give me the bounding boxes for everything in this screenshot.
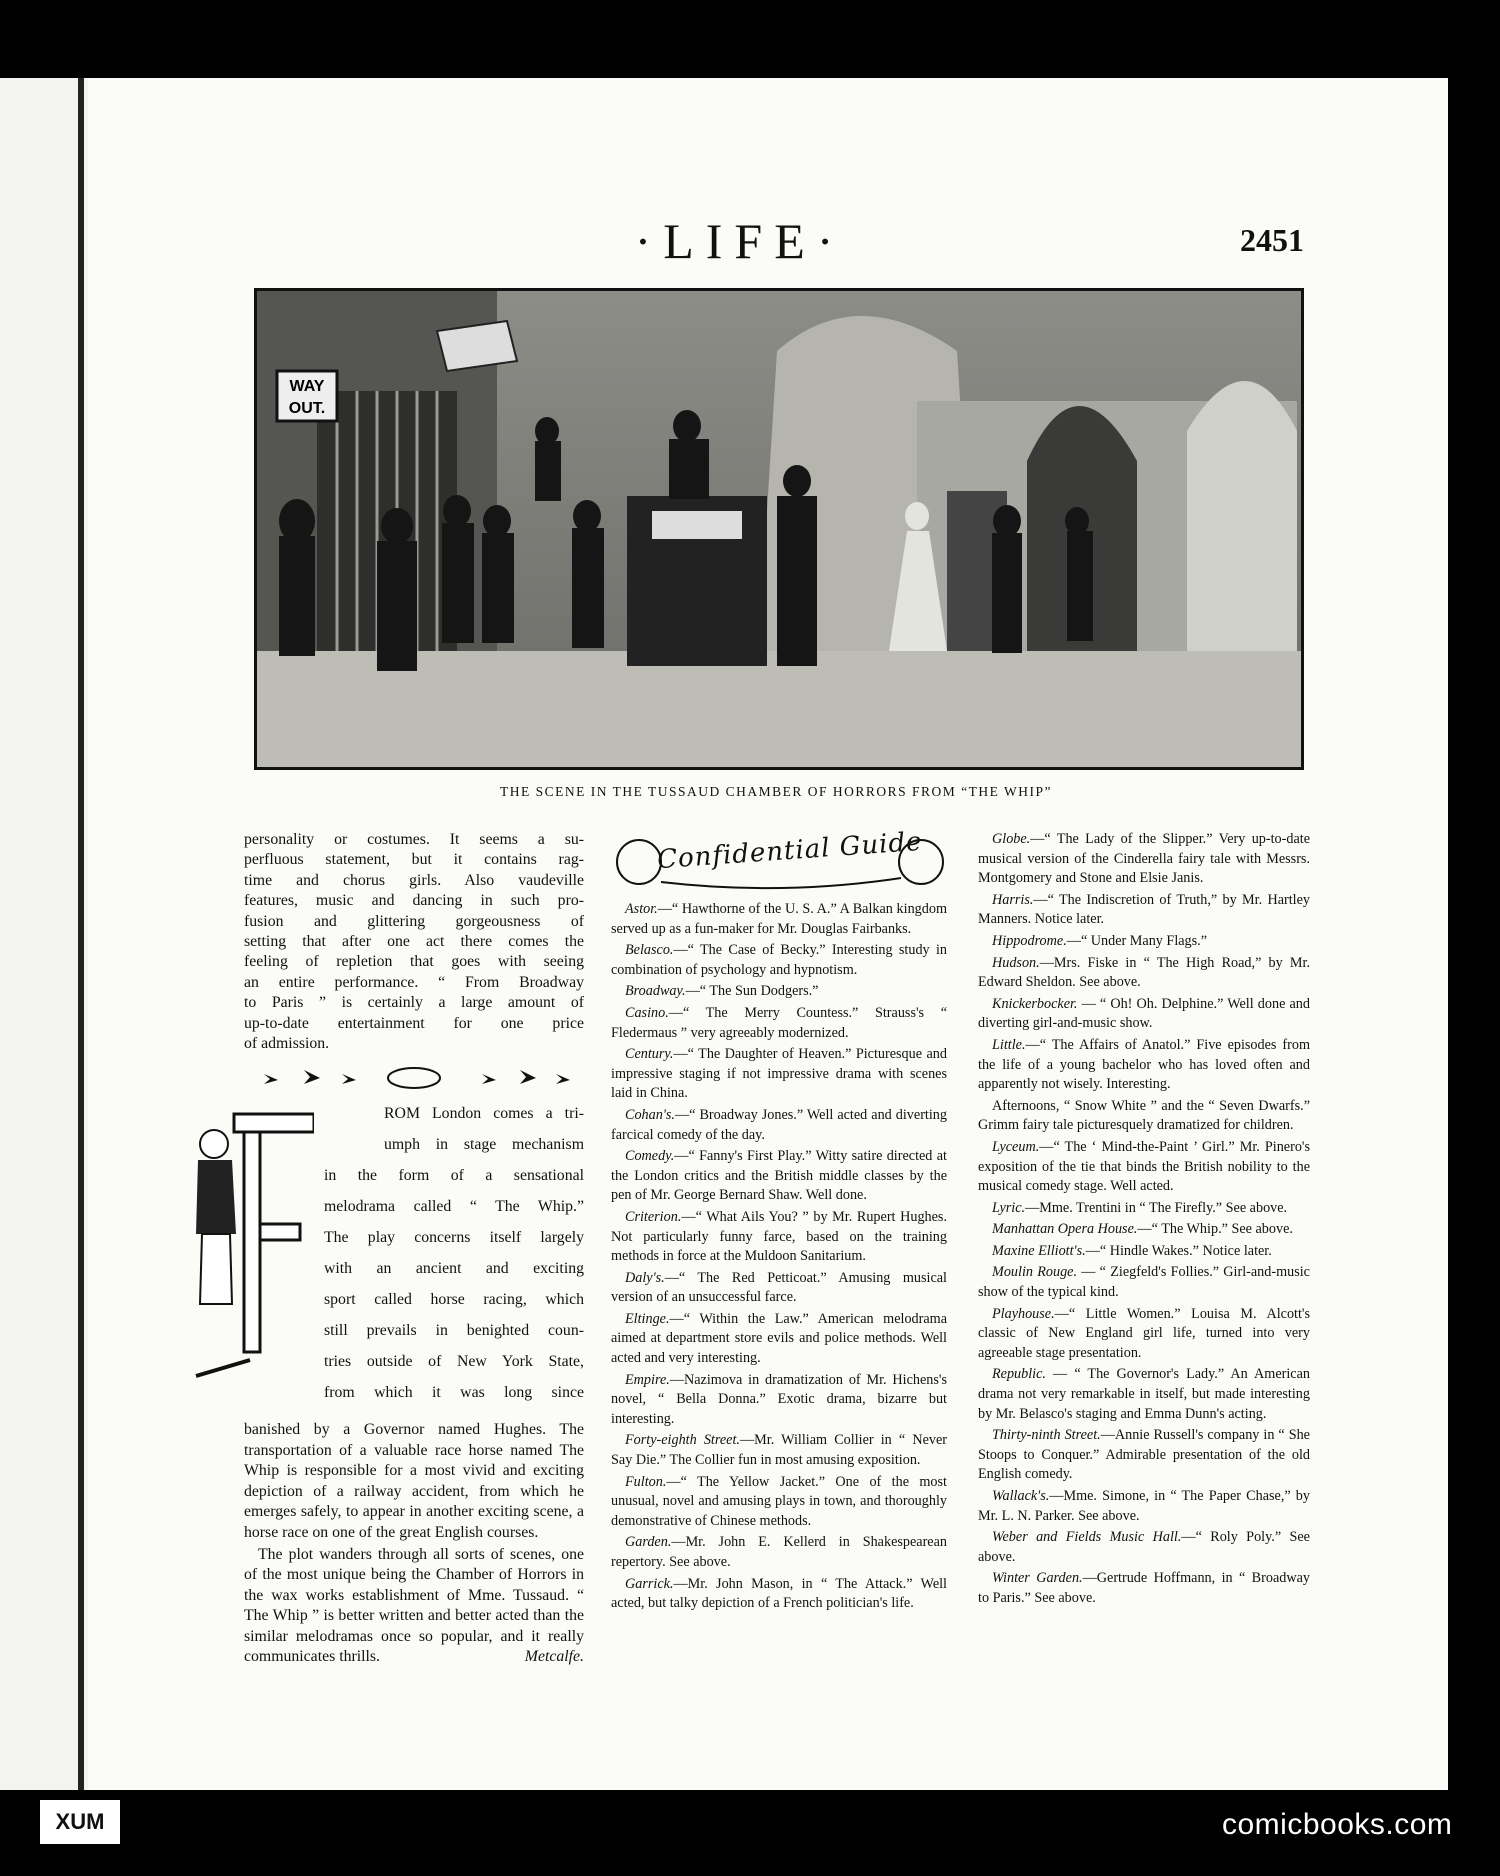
guide-venue: Eltinge.	[625, 1310, 670, 1327]
guide-venue: Casino.	[625, 1004, 669, 1021]
guide-venue: Harris.	[992, 891, 1034, 908]
watermark: comicbooks.com	[1222, 1808, 1453, 1841]
guide-venue: Winter Garden.	[992, 1570, 1083, 1587]
author-signature: Metcalfe.	[524, 1647, 584, 1665]
drop-cap-illustration	[184, 1104, 314, 1420]
gutter	[0, 78, 88, 1790]
article-line: features, music and dancing in such pro-	[244, 892, 584, 910]
guide-entry	[978, 954, 1310, 993]
article-line: setting that after one act there comes the	[244, 933, 584, 951]
guide-description: —“ The Affairs of Anatol.” Five episodes from the life of a young bachelor who has loved often and apparently not wisely. Interesting.	[978, 1036, 1310, 1093]
guide-description: —“ The Case of Becky.” Interesting study in combination of psychology and hypnotism.	[611, 942, 947, 978]
guide-venue: Forty-eighth Street.	[625, 1432, 740, 1449]
guide-description: —Nazimova in dramatization of Mr. Hichens's novel, “ Bella Donna.” Exotic drama, bizarre but interesting.	[611, 1371, 947, 1427]
guide-description: —“ The Yellow Jacket.” One of the most unusual, novel and amusing plays in town, and thoroughly demonstrative of Chinese methods.	[611, 1473, 947, 1529]
guide-description: —“ Fanny's First Play.” Witty satire directed at the London critics and the British middle classes by the pen of Mr. George Bernard Shaw. Well done.	[611, 1148, 947, 1204]
guide-entry	[611, 1269, 947, 1308]
guide-description: —Gertrude Hoffmann, in “ Broadway to Paris.” See above.	[978, 1570, 1310, 1606]
guide-venue: Playhouse.	[992, 1305, 1055, 1322]
guide-entry	[611, 1473, 947, 1532]
drop-cap-line: tries outside of New York State,	[324, 1353, 584, 1371]
guide-description: —“ Under Many Flags.”	[1066, 932, 1208, 949]
guide-venue: Manhattan Opera House.	[992, 1221, 1138, 1238]
guide-entry	[978, 1138, 1310, 1197]
guide-description: —“ The Indiscretion of Truth,” by Mr. Hartley Manners. Notice later.	[978, 891, 1310, 928]
guide-description: —Mr. John Mason, in “ The Attack.” Well acted, but talky depiction of a French politician's life.	[611, 1575, 947, 1612]
guide-venue: Century.	[625, 1046, 674, 1063]
drop-cap-line: umph in stage mechanism	[384, 1136, 584, 1154]
guide-description: —“ Within the Law.” American melodrama aimed at department store evils and police methods. Well acted and very interesting.	[611, 1310, 947, 1367]
guide-venue: Comedy.	[625, 1148, 675, 1165]
drop-cap-line: The play concerns itself largely	[324, 1229, 584, 1247]
article-line: to Paris ” is certainly a large amount of	[244, 994, 584, 1012]
guide-entry	[978, 1569, 1310, 1608]
guide-entry	[611, 982, 947, 1002]
guide-description: —Annie Russell's company in “ She Stoops to Conquer.” Admirable presentation of the old English comedy.	[978, 1427, 1310, 1483]
article-paragraph-3	[244, 1545, 584, 1667]
guide-venue: Little.	[992, 1036, 1026, 1053]
guide-venue: Knickerbocker.	[992, 995, 1078, 1012]
guide-description: —Mme. Trentini in “ The Firefly.” See above.	[1025, 1199, 1288, 1216]
guide-entry	[611, 1106, 947, 1145]
guide-description: — “ Oh! Oh. Delphine.” Well done and diverting girl-and-music show.	[978, 995, 1310, 1032]
guide-entry	[978, 830, 1310, 889]
guide-description: —“ The Sun Dodgers.”	[685, 983, 819, 1000]
guide-description: —“ The ‘ Mind-the-Paint ’ Girl.” Mr. Pinero's exposition of the tie that binds the British nobility to the musical comedy stage. Well acted.	[978, 1138, 1310, 1195]
drop-cap-line: still prevails in benighted coun-	[324, 1322, 584, 1340]
guide-description: —“ The Daughter of Heaven.” Picturesque and impressive staging if not impressive drama with scenes laid in China.	[611, 1046, 947, 1102]
guide-description: —Mr. John E. Kellerd in Shakespearean repertory. See above.	[611, 1534, 947, 1570]
guide-description: —“ The Lady of the Slipper.” Very up-to-date musical version of the Cinderella fairy tale with Messrs. Montgomery and Stone and Elsie Janis.	[978, 831, 1310, 887]
guide-entry	[978, 1305, 1310, 1364]
guide-description: —“ What Ails You? ” by Mr. Rupert Hughes. Not particularly funny farce, based on the training methods in force at the Muldoon Sanitarium.	[611, 1208, 947, 1265]
guide-entry	[611, 1371, 947, 1430]
guide-venue: Hippodrome.	[992, 932, 1067, 949]
guide-entry	[978, 1263, 1310, 1302]
guide-venue: Cohan's.	[625, 1106, 675, 1123]
spine-line	[78, 78, 84, 1790]
guide-entry	[611, 1004, 947, 1043]
guide-description: —“ Broadway Jones.” Well acted and diverting farcical comedy of the day.	[611, 1106, 947, 1143]
guide-venue: Thirty-ninth Street.	[992, 1427, 1101, 1444]
guide-description: —Mr. William Collier in “ Never Say Die.” The Collier fun in most amusing exposition.	[611, 1432, 947, 1469]
paragraph-3-text: The plot wanders through all sorts of scenes, one of the most unique being the Chamber of Horrors in the wax works establishment of Mme. Tussaud. “ The Whip ” is better written and better acted than the similar melodramas once so popular, and it really communicates thrills.	[244, 1545, 584, 1665]
article-column	[244, 830, 584, 1669]
guide-venue: Lyric.	[992, 1199, 1026, 1216]
drop-cap-line: from which it was long since	[324, 1384, 584, 1402]
guide-description: —“ Roly Poly.” See above.	[978, 1529, 1310, 1565]
drop-cap-line: in the form of a sensational	[324, 1167, 584, 1185]
guide-entry	[611, 1575, 947, 1614]
guide-description: —“ Little Women.” Louisa M. Alcott's classic of New England girl life, turned into very agreeable stage presentation.	[978, 1305, 1310, 1361]
photo-caption: THE SCENE IN THE TUSSAUD CHAMBER OF HORRORS FROM “THE WHIP”	[499, 784, 1053, 799]
guide-description: —“ The Merry Countess.” Strauss's “ Fledermaus ” very agreeably modernized.	[611, 1004, 947, 1041]
guide-venue: Astor.	[625, 901, 658, 917]
guide-entry	[978, 1487, 1310, 1526]
guide-venue: Republic.	[992, 1366, 1046, 1383]
article-line: an entire performance. “ From Broadway	[244, 973, 584, 991]
guide-entry	[978, 1426, 1310, 1485]
guide-description: —“ The Red Petticoat.” Amusing musical version of an unsuccessful farce.	[611, 1269, 947, 1306]
sign-out-text: OUT.	[288, 400, 326, 417]
guide-venue: Globe.	[992, 831, 1031, 847]
guide-entries-col2	[611, 900, 947, 1614]
guide-venue: Criterion.	[625, 1208, 682, 1225]
article-line: up-to-date entertainment for one price	[244, 1014, 584, 1032]
guide-venue: Moulin Rouge.	[992, 1264, 1078, 1281]
guide-entry	[978, 1097, 1310, 1136]
article-paragraph-1	[244, 830, 584, 1054]
guide-description: Afternoons, “ Snow White ” and the “ Seven Dwarfs.” Grimm fairy tale picturesquely dramatized for children.	[978, 1097, 1310, 1134]
drop-cap-line: sport called horse racing, which	[324, 1291, 584, 1309]
guide-description: — “ The Governor's Lady.” An American drama not very remarkable in itself, but made interesting by Mr. Belasco's staging and Emma Dunn's acting.	[978, 1366, 1310, 1422]
confidential-guide-heading	[611, 826, 947, 896]
drop-cap-line: with an ancient and exciting	[324, 1260, 584, 1278]
guide-venue: Lyceum.	[992, 1138, 1040, 1155]
guide-entry	[611, 1045, 947, 1104]
guide-entry	[978, 1528, 1310, 1567]
drop-cap-line: ROM London comes a tri-	[384, 1105, 584, 1123]
guide-entry	[978, 1199, 1310, 1219]
guide-entry	[611, 1310, 947, 1369]
guide-venue: Wallack's.	[992, 1488, 1050, 1504]
guide-entry	[978, 995, 1310, 1034]
guide-entry	[611, 1431, 947, 1470]
guide-venue: Fulton.	[625, 1473, 667, 1490]
guide-entry	[611, 1147, 947, 1206]
article-line: time and chorus girls. Also vaudeville	[244, 871, 584, 889]
guide-venue: Maxine Elliott's.	[992, 1242, 1086, 1259]
archive-label: XUM	[40, 1800, 120, 1844]
guide-description: —“ Hindle Wakes.” Notice later.	[1085, 1242, 1272, 1259]
guide-entry	[978, 932, 1310, 952]
page-number: 2451	[1240, 222, 1304, 258]
drop-cap-section	[244, 1104, 584, 1420]
guide-venue: Broadway.	[625, 983, 686, 1000]
stage-photograph	[254, 288, 1304, 770]
guide-entry	[978, 1242, 1310, 1262]
guide-entry	[978, 1036, 1310, 1095]
guide-description: — “ Ziegfeld's Follies.” Girl-and-music show of the typical kind.	[978, 1264, 1310, 1301]
guide-description: —“ Hawthorne of the U. S. A.” A Balkan kingdom served up as a fun-maker for Mr. Douglas Fairbanks.	[611, 901, 947, 937]
guide-description: —Mme. Simone, in “ The Paper Chase,” by Mr. L. N. Parker. See above.	[978, 1488, 1310, 1524]
guide-venue: Garden.	[625, 1534, 672, 1551]
guide-venue: Garrick.	[625, 1575, 674, 1592]
guide-entry	[611, 900, 947, 939]
guide-venue: Empire.	[625, 1371, 670, 1388]
masthead-title: ·LIFE·	[634, 213, 846, 269]
guide-title: Confidential Guide	[656, 826, 924, 876]
guide-entry	[978, 1220, 1310, 1240]
guide-entry	[978, 891, 1310, 930]
article-line: fusion and glittering gorgeousness of	[244, 912, 584, 930]
article-line: personality or costumes. It seems a su-	[244, 831, 584, 848]
guide-entry	[978, 1365, 1310, 1424]
guide-column-1	[611, 826, 947, 1616]
guide-entry	[611, 1533, 947, 1572]
guide-column-2	[978, 830, 1310, 1611]
guide-description: —Mrs. Fiske in “ The High Road,” by Mr. Edward Sheldon. See above.	[978, 954, 1310, 991]
article-line: of admission.	[244, 1035, 330, 1053]
birds-ornament	[244, 1060, 584, 1098]
article-paragraph-2: banished by a Governor named Hughes. The transportation of a valuable race horse named The Whip is responsible for a most vivid and exciting depiction of a railway accident, from which he emerges safely, to appear in another exciting scene, a horse race on one of the great English courses.	[244, 1421, 584, 1541]
guide-venue: Hudson.	[992, 954, 1040, 971]
guide-description: —“ The Whip.” See above.	[1137, 1221, 1293, 1238]
article-line: feeling of repletion that goes with seeing	[244, 953, 584, 971]
guide-entry	[611, 941, 947, 980]
drop-cap-line: melodrama called “ The Whip.”	[324, 1198, 584, 1216]
guide-entry	[611, 1208, 947, 1267]
sign-way-text: WAY	[289, 378, 325, 395]
guide-venue: Belasco.	[625, 942, 674, 959]
drop-cap-text	[324, 1104, 584, 1414]
guide-venue: Daly's.	[625, 1269, 665, 1286]
guide-venue: Weber and Fields Music Hall.	[992, 1529, 1182, 1546]
article-line: perfluous statement, but it contains rag-	[244, 851, 584, 869]
guide-entries-col3	[978, 830, 1310, 1609]
